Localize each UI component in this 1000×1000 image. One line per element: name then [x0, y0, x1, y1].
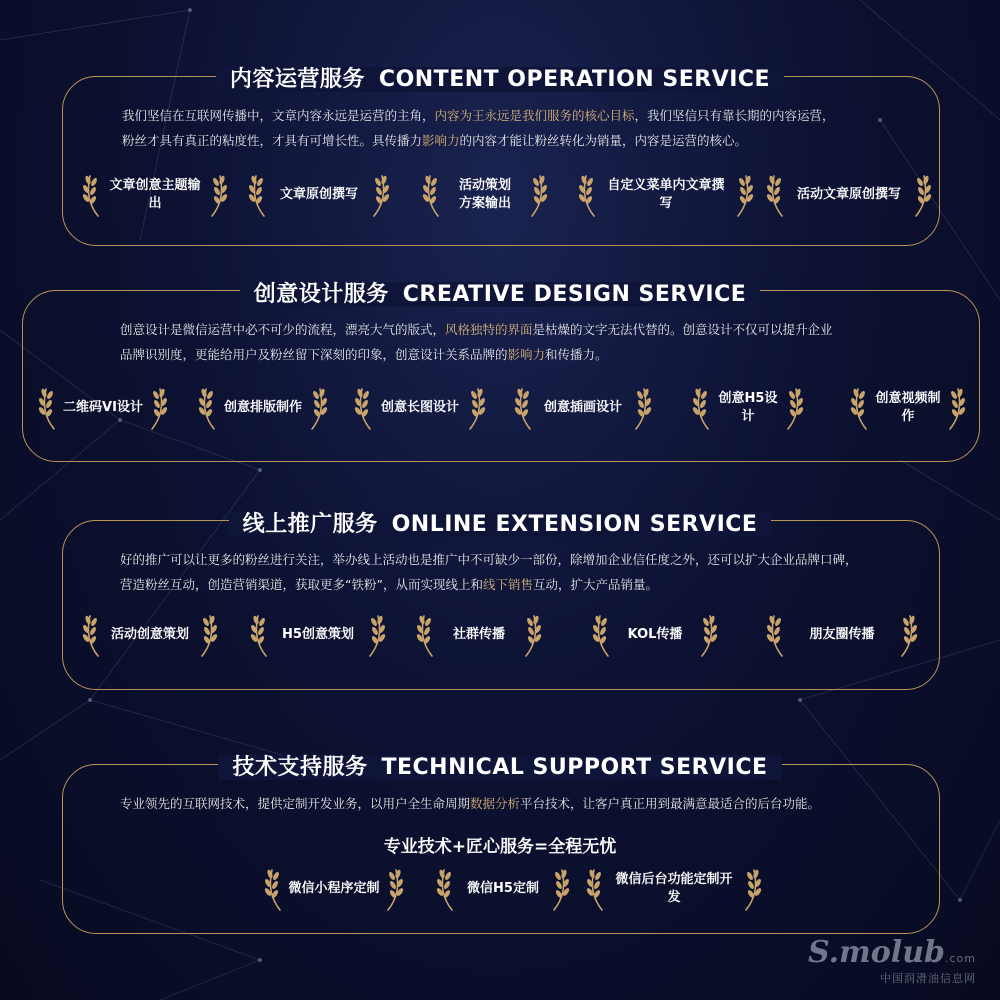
- wheat-left-icon: [262, 866, 286, 912]
- service-item: [80, 612, 220, 658]
- wheat-right-icon: [520, 612, 544, 658]
- online-extension-section: [62, 520, 940, 690]
- wheat-left-icon: [352, 385, 376, 431]
- section-description: 专业领先的互联网技术，提供定制开发业务，以用户全生命周期数据分析平台技术，让客户真正用到最满意最适合的后台功能。: [120, 796, 821, 811]
- wheat-right-icon: [896, 612, 920, 658]
- wheat-left-icon: [584, 866, 608, 912]
- title-en: CONTENT OPERATION SERVICE: [378, 67, 771, 92]
- service-item-label: KOL传播: [627, 627, 683, 642]
- service-item-label: 二维码VI设计: [63, 400, 143, 415]
- service-item: [196, 385, 330, 431]
- service-item-label: 创意长图设计: [380, 400, 459, 415]
- wheat-left-icon: [512, 385, 536, 431]
- watermark-logo: S.molub: [808, 935, 945, 970]
- wheat-right-icon: [740, 866, 764, 912]
- wheat-right-icon: [306, 385, 330, 431]
- service-item-label: 文章创意主题输出: [109, 178, 201, 211]
- service-item: [434, 866, 572, 912]
- service-item-label: 活动文章原创撰写: [796, 187, 901, 202]
- service-item-label: 微信小程序定制: [288, 881, 380, 896]
- wheat-left-icon: [576, 172, 600, 218]
- service-item-label: 创意插画设计: [543, 400, 622, 415]
- title-en: CREATIVE DESIGN SERVICE: [402, 282, 747, 307]
- content-operation-section: [62, 76, 940, 246]
- wheat-right-icon: [196, 612, 220, 658]
- title-en: ONLINE EXTENSION SERVICE: [391, 512, 758, 537]
- service-item: [584, 866, 764, 912]
- service-item: [80, 172, 230, 218]
- wheat-right-icon: [732, 172, 756, 218]
- service-item-label: 创意H5设计: [718, 391, 778, 424]
- wheat-right-icon: [944, 385, 968, 431]
- wheat-right-icon: [146, 385, 170, 431]
- section-title: [0, 507, 1000, 538]
- service-item-label: 微信后台功能定制开发: [615, 872, 733, 905]
- title-zh: 技术支持服务: [232, 755, 368, 780]
- section-description: 我们坚信在互联网传播中，文章内容永远是运营的主角，内容为王永远是我们服务的核心目标，我们坚信只有靠长期的内容运营， 粉丝才具有真正的粘度性，才具有可增长性。具传播力影响力的内容才能让粉丝转化为销量，内容是运营的核心。: [122, 108, 835, 148]
- service-item-label: 文章原创撰写: [279, 187, 358, 202]
- wheat-left-icon: [36, 385, 60, 431]
- service-item: [420, 172, 550, 218]
- service-item-label: 创意视频制作: [875, 391, 941, 424]
- title-zh: 线上推广服务: [242, 512, 378, 537]
- service-item-label: 自定义菜单内文章撰写: [607, 178, 725, 211]
- service-item: [512, 385, 654, 431]
- wheat-left-icon: [414, 612, 438, 658]
- creative-design-section: [22, 290, 980, 462]
- section-title: [0, 277, 1000, 308]
- service-item-label: 活动策划 方案输出: [458, 178, 511, 211]
- service-item: [36, 385, 170, 431]
- wheat-right-icon: [782, 385, 806, 431]
- wheat-left-icon: [420, 172, 444, 218]
- wheat-right-icon: [368, 172, 392, 218]
- service-item: [414, 612, 544, 658]
- wheat-right-icon: [364, 612, 388, 658]
- wheat-left-icon: [80, 612, 104, 658]
- section-title: [0, 62, 1000, 93]
- service-item-label: 社群传播: [452, 627, 505, 642]
- wheat-left-icon: [434, 866, 458, 912]
- service-item: [248, 612, 388, 658]
- watermark-domain: .com: [945, 952, 976, 965]
- service-item-label: 微信H5定制: [467, 881, 539, 896]
- wheat-right-icon: [526, 172, 550, 218]
- wheat-left-icon: [848, 385, 872, 431]
- section-description: 创意设计是微信运营中必不可少的流程，漂亮大气的版式，风格独特的界面是枯燥的文字无法代替的。创意设计不仅可以提升企业 品牌识别度，更能给用户及粉丝留下深刻的印象，创意设计关系品牌的影响力和传播力。: [120, 322, 833, 362]
- wheat-left-icon: [764, 612, 788, 658]
- service-item: [764, 612, 920, 658]
- service-formula: 专业技术+匠心服务=全程无忧: [383, 837, 617, 857]
- wheat-right-icon: [910, 172, 934, 218]
- watermark: [808, 935, 976, 986]
- service-item: [246, 172, 392, 218]
- wheat-right-icon: [464, 385, 488, 431]
- wheat-right-icon: [206, 172, 230, 218]
- service-item: [590, 612, 720, 658]
- title-zh: 创意设计服务: [253, 282, 389, 307]
- service-item: [262, 866, 406, 912]
- wheat-right-icon: [696, 612, 720, 658]
- service-item-label: 朋友圈传播: [809, 627, 875, 642]
- watermark-sub: 中国润滑油信息网: [880, 972, 976, 985]
- wheat-left-icon: [764, 172, 788, 218]
- wheat-left-icon: [80, 172, 104, 218]
- service-item: [690, 385, 806, 431]
- wheat-right-icon: [630, 385, 654, 431]
- service-item: [352, 385, 488, 431]
- wheat-left-icon: [246, 172, 270, 218]
- wheat-left-icon: [590, 612, 614, 658]
- service-item: [576, 172, 756, 218]
- wheat-right-icon: [548, 866, 572, 912]
- service-item-label: H5创意策划: [282, 627, 354, 642]
- wheat-left-icon: [196, 385, 220, 431]
- service-item: [848, 385, 968, 431]
- section-description: 好的推广可以让更多的粉丝进行关注，举办线上活动也是推广中不可缺少一部份，除增加企业信任度之外，还可以扩大企业品牌口碑， 营造粉丝互动，创造营销渠道，获取更多“铁粉”，从而实现线上和线下销售互动，扩大产品销量。: [120, 552, 858, 592]
- service-item-label: 活动创意策划: [110, 627, 189, 642]
- service-item: [764, 172, 934, 218]
- wheat-right-icon: [382, 866, 406, 912]
- wheat-left-icon: [690, 385, 714, 431]
- wheat-left-icon: [248, 612, 272, 658]
- section-title: [0, 750, 1000, 781]
- title-zh: 内容运营服务: [229, 67, 365, 92]
- service-item-label: 创意排版制作: [223, 400, 302, 415]
- title-en: TECHNICAL SUPPORT SERVICE: [381, 755, 768, 780]
